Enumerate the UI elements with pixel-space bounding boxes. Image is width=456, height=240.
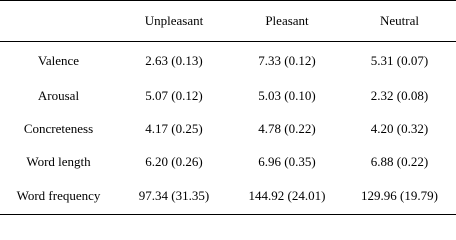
header-cell-neutral: Neutral <box>343 1 456 42</box>
table-cell: 6.96 (0.35) <box>258 153 316 169</box>
table-row <box>0 112 456 145</box>
table-row <box>0 178 456 215</box>
header-cell-empty <box>0 1 117 42</box>
row-label: Arousal <box>37 87 80 103</box>
row-label: Concreteness <box>23 120 94 136</box>
table-cell: 2.63 (0.13) <box>145 52 203 68</box>
header-cell-unpleasant: Unpleasant <box>117 1 231 42</box>
header-cell-pleasant: Pleasant <box>231 1 343 42</box>
table-cell: 4.17 (0.25) <box>145 120 203 136</box>
table-row <box>0 42 456 80</box>
table-cell: 144.92 (24.01) <box>231 178 343 215</box>
table-cell: 129.96 (19.79) <box>343 178 456 215</box>
row-label: Word length <box>26 153 91 169</box>
table-cell: 6.88 (0.22) <box>370 153 429 169</box>
table-cell: 5.03 (0.10) <box>258 87 316 103</box>
table-cell: 5.31 (0.07) <box>370 52 429 68</box>
table-row <box>0 145 456 178</box>
row-label: Word frequency <box>0 178 117 215</box>
table-row <box>0 79 456 112</box>
table-header <box>0 1 456 42</box>
row-label: Valence <box>37 52 80 68</box>
table-cell: 4.78 (0.22) <box>258 120 316 136</box>
header-row <box>0 1 456 42</box>
table-cell: 2.32 (0.08) <box>370 87 429 103</box>
table-cell: 5.07 (0.12) <box>145 87 203 103</box>
table-cell: 97.34 (31.35) <box>117 178 231 215</box>
table-cell: 6.20 (0.26) <box>145 153 203 169</box>
table-body <box>0 42 456 215</box>
table-cell: 7.33 (0.12) <box>258 52 316 68</box>
table-cell: 4.20 (0.32) <box>370 120 429 136</box>
